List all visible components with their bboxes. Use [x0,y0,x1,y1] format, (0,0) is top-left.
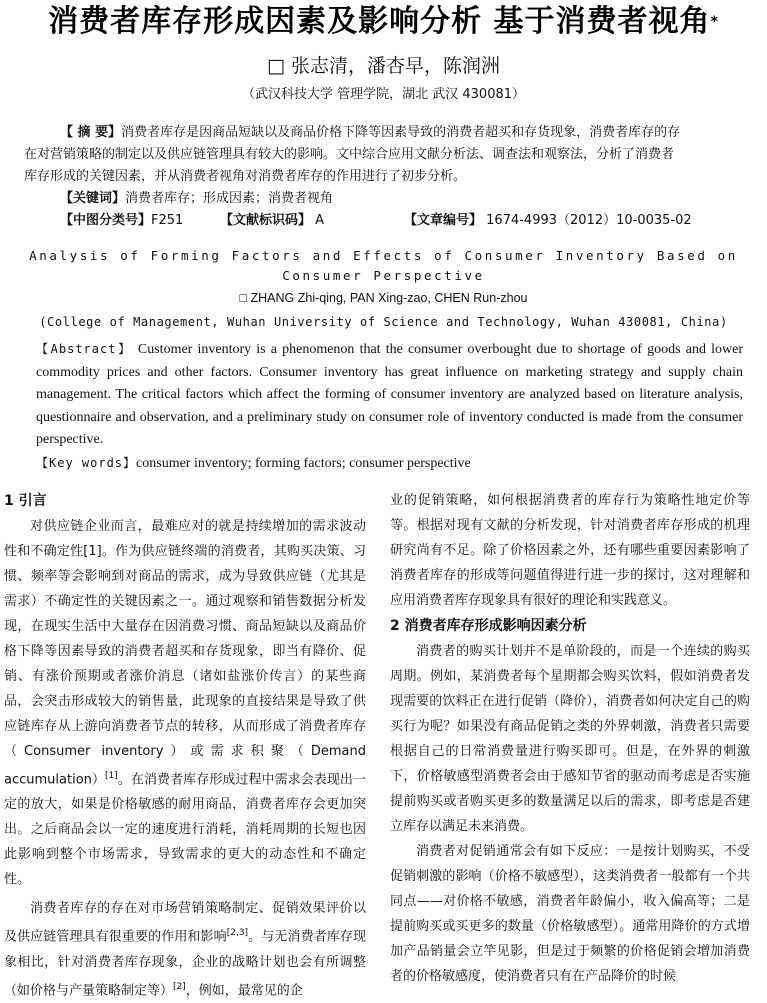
right-column [390,488,750,1003]
authors: □ 张志清，潘杏早，陈润洲 [267,55,500,77]
abstract-cn-line-2: 在对营销策略的制定以及供应链管理具有较大的影响。文中综合应用文献分析法、调查法和观察法，分析了消费者 [24,147,675,162]
english-authors: □ ZHANG Zhi-qing, PAN Xing-zao, CHEN Run-zhou [239,291,528,305]
english-affiliation: (College of Management, Wuhan University of Science and Technology, Wuhan 430081, China) [39,315,728,329]
right-paragraph-2: 消费者的购买计划并不是单阶段的，而是一个连续的购买周期。例如，某消费者每个星期都会购买饮料，假如消费者发现需要的饮料正在进行促销（降价），消费者如何决定自己的购买行为呢？如果没有商品促销之类的外界刺激，消费者只需要根据自己的日常消费量进行购买即可。但是，在外界的刺激下，价格敏感型消费者会由于感知节省的驱动而考虑是否实施提前购买或者购买更多的数量满足以后的需求，即考虑是否建立库存以满足未来消费。 [390,644,750,834]
left-p2-ref2: [2] [173,981,186,992]
left-p1-ref: [1] [105,771,118,781]
keywords-en-label: 【Key words】 [36,455,137,470]
left-paragraph-1 [4,514,366,892]
left-p2-tail: ，例如，最常见的企 [185,982,303,998]
keywords-en [36,452,743,476]
abstract-en-text: Customer inventory is a phenomenon that the consumer overbought due to shortage of goods and lower commodity prices and other factors. Consumer inventory has great influence on marketing strategy and supply chain management. The critical factors which affect the forming of consumer inventory are analyzed based on literature analysis, questionnaire and observation, and a preliminary study on consumer role of inventory conducted is made from the consumer perspective. [36,342,743,447]
abstract-cn-text-1: 消费者库存是因商品短缺以及商品价格下降等因素导致的消费者超买和存货现象，消费者库存的存 [121,125,681,140]
clc-value: F251 [151,213,184,228]
article-no-value: 1674-4993（2012）10-0035-02 [486,213,692,228]
abstract-en-label: 【Abstract】 [36,342,133,356]
article-no-label: 【文章编号】 [404,213,483,228]
english-title: Analysis of Forming Factors and Effects of Consumer Inventory Based on Consumer Perspective [29,248,738,283]
left-p2-text: 消费者库存的存在对市场营销策略制定、促销效果评价以及供应链管理具有很重要的作用和影响 [4,901,366,945]
title-footnote-mark: * [710,14,719,30]
clc-label: 【中图分类号】 [60,213,152,228]
keywords-en-text: consumer inventory; forming factors; consumer perspective [136,455,471,471]
article-no [404,210,692,232]
section-1-title: 1 引言 [4,493,47,509]
doc-code [220,210,404,232]
doc-code-value: A [315,213,325,228]
clc [60,210,220,232]
keywords-cn-label: 【关键词】 [60,191,126,206]
title-text: 消费者库存形成因素及影响分析 基于消费者视角 [48,4,711,39]
keywords-cn-text: 消费者库存；形成因素；消费者视角 [125,191,334,206]
body-columns [0,488,767,1003]
section-2-title: 2 消费者库存形成影响因素分析 [390,618,587,634]
right-paragraph-3: 消费者对促销通常会有如下反应：一是按计划购买，不受促销刺激的影响（价格不敏感型），这类消费者一般都有一个共同点——对价格不敏感，消费者年龄偏小，收入偏高等；二是提前购买或买更多的数量（价格敏感型）。通常用降价的方式增加产品销量会立竿见影，但是过于频繁的价格促销会增加消费者的价格敏感度，使消费者只有在产品降价的时候 [390,844,750,984]
abstract-cn-line-3: 库存形成的关键因素，并从消费者视角对消费者库存的作用进行了初步分析。 [24,169,467,184]
doc-code-label: 【文献标识码】 [220,213,312,228]
abstract-cn-line-1 [60,122,739,144]
paper-title [0,0,767,40]
right-paragraph-1: 业的促销策略，如何根据消费者的库存行为策略性地定价等等。根据对现有文献的分析发现，针对消费者库存形成的机理研究尚有不足。除了价格因素之外，还有哪些重要因素影响了消费者库存的形成等问题值得进行进一步的探讨，这对理解和应用消费者库存现象具有很好的理论和实践意义。 [390,493,750,608]
abstract-cn [24,122,739,210]
keywords-cn [60,188,739,210]
left-column [4,488,366,1003]
left-p1-text: 对供应链企业而言，最难应对的就是持续增加的需求波动性和不确定性[1]。作为供应链终端的消费者，其购买决策、习惯、频率等会影响到对商品的需求，成为导致供应链（尤其是需求）不确定性的关键因素之一。通过观察和销售数据分析发现，在现实生活中大量存在因消费习惯、商品短缺以及商品价格下降等因素导致的消费者超买和存货现象，即当有降价、促销、有涨价预期或者涨价消息（诸如盐涨价传言）的某些商品，会突击形成较大的销售量，此现象的直接结果是导致了供应链库存从上游向消费者节点的转移，从而形成了消费者库存（Consumer inventory）或需求积聚（Demand accumulation） [4,519,366,788]
left-p1-tail: 。在消费者库存形成过程中需求会表现出一定的放大，如果是价格敏感的耐用商品，消费者库存会更加突出。之后商品会以一定的速度进行消耗，消耗周期的长短也因此影响到整个市场需求，导致需求的更大的动态性和不确定性。 [4,772,366,888]
abstract-cn-label: 【 摘 要】 [60,125,122,140]
left-p2-ref: [2,3] [226,928,249,939]
abstract-en [36,338,743,475]
classification-row [60,210,767,232]
affiliation: （武汉科技大学 管理学院，湖北 武汉 430081） [241,87,526,102]
left-p2-mid: 。与无消费者库存现象相比，针对消费者库存现象，企业的战略计划也会有所调整（如价格与产量策略制定等） [4,929,366,998]
left-paragraph-2 [4,896,366,1003]
